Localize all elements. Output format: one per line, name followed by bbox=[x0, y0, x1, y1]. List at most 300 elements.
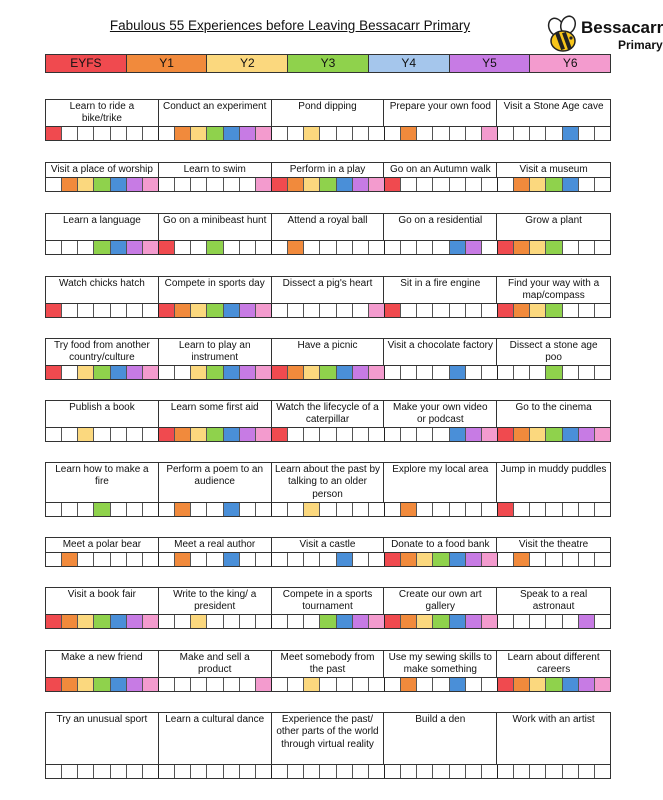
year-cell bbox=[207, 765, 223, 778]
year-cell bbox=[224, 366, 240, 379]
experience-name: Dissect a stone age poo bbox=[509, 340, 598, 364]
page-title: Fabulous 55 Experiences before Leaving Bessacarr Primary bbox=[109, 18, 471, 33]
experience-name: Build a den bbox=[384, 713, 497, 764]
year-cell bbox=[127, 366, 143, 379]
year-cell bbox=[224, 178, 240, 191]
year-cell bbox=[94, 366, 110, 379]
year-cell bbox=[563, 678, 579, 691]
legend-y2: Y2 bbox=[207, 55, 288, 72]
year-cell bbox=[546, 304, 562, 317]
bee-icon bbox=[545, 15, 581, 55]
year-cell bbox=[579, 553, 595, 566]
year-cell bbox=[546, 678, 562, 691]
year-cell bbox=[240, 178, 256, 191]
year-cell bbox=[127, 765, 143, 778]
year-cell bbox=[256, 304, 272, 317]
year-cell bbox=[224, 428, 240, 441]
year-cell bbox=[207, 503, 223, 516]
year-cell bbox=[563, 765, 579, 778]
experience-name: Dissect a pig's heart bbox=[272, 277, 385, 303]
year-cell bbox=[143, 366, 159, 379]
year-cell bbox=[256, 366, 272, 379]
year-cell bbox=[159, 678, 175, 691]
year-cell bbox=[433, 428, 449, 441]
year-cell bbox=[224, 678, 240, 691]
year-cell bbox=[466, 304, 482, 317]
year-cell bbox=[595, 678, 610, 691]
year-cell bbox=[175, 765, 191, 778]
year-cell bbox=[207, 178, 223, 191]
year-cell bbox=[111, 503, 127, 516]
experience-name: Watch chicks hatch bbox=[46, 277, 159, 303]
year-cell bbox=[46, 503, 62, 516]
legend-y4: Y4 bbox=[369, 55, 450, 72]
year-cell bbox=[595, 428, 610, 441]
year-cell bbox=[546, 366, 562, 379]
year-cell bbox=[175, 553, 191, 566]
experience-name: Sit in a fire engine bbox=[384, 277, 497, 303]
year-cell bbox=[563, 503, 579, 516]
year-cell bbox=[207, 127, 223, 140]
year-cell bbox=[579, 241, 595, 254]
year-cell bbox=[272, 304, 288, 317]
legend-y5: Y5 bbox=[450, 55, 531, 72]
experience-name: Learn to ride a bike/trike bbox=[46, 100, 159, 126]
year-cell bbox=[579, 304, 595, 317]
year-cell bbox=[482, 765, 498, 778]
year-cell bbox=[62, 304, 78, 317]
year-cell bbox=[62, 127, 78, 140]
experience-name: Learn a cultural dance bbox=[159, 713, 272, 764]
year-cell bbox=[143, 127, 159, 140]
year-cell bbox=[256, 678, 272, 691]
experience-name: Learn a language bbox=[46, 214, 159, 240]
year-cell bbox=[353, 428, 369, 441]
year-cell bbox=[417, 241, 433, 254]
year-cell bbox=[143, 615, 159, 628]
year-cell bbox=[401, 503, 417, 516]
year-cell bbox=[353, 765, 369, 778]
year-cell bbox=[546, 127, 562, 140]
year-cell bbox=[337, 615, 353, 628]
year-cell bbox=[78, 304, 94, 317]
year-cell bbox=[514, 304, 530, 317]
year-cell bbox=[579, 127, 595, 140]
year-cell bbox=[530, 178, 546, 191]
experience-name: Explore my local area bbox=[384, 463, 497, 502]
year-cell bbox=[401, 615, 417, 628]
year-cell bbox=[369, 366, 385, 379]
year-cell bbox=[353, 678, 369, 691]
experience-name: Conduct an experiment bbox=[159, 100, 272, 126]
year-cell bbox=[514, 615, 530, 628]
year-cell bbox=[450, 553, 466, 566]
year-cell bbox=[288, 553, 304, 566]
year-cell bbox=[353, 553, 369, 566]
year-cell bbox=[191, 127, 207, 140]
year-cell bbox=[498, 428, 514, 441]
experience-row bbox=[45, 587, 611, 629]
year-cell bbox=[256, 127, 272, 140]
year-cell bbox=[46, 615, 62, 628]
year-cell bbox=[530, 304, 546, 317]
year-cell bbox=[417, 615, 433, 628]
year-cell bbox=[191, 553, 207, 566]
year-cell bbox=[401, 553, 417, 566]
year-cell bbox=[595, 127, 610, 140]
experience-name: Pond dipping bbox=[272, 100, 385, 126]
experience-name: Write to the king/ a president bbox=[159, 588, 272, 614]
year-cell bbox=[466, 366, 482, 379]
logo-name: Bessacarr bbox=[581, 18, 663, 37]
year-cell bbox=[191, 428, 207, 441]
year-cell bbox=[272, 765, 288, 778]
year-cell bbox=[191, 366, 207, 379]
experience-row bbox=[45, 537, 611, 567]
year-cell bbox=[433, 178, 449, 191]
experience-name: Grow a plant bbox=[525, 215, 582, 226]
year-cell bbox=[78, 615, 94, 628]
year-cell bbox=[240, 366, 256, 379]
year-cell bbox=[353, 366, 369, 379]
year-cell bbox=[320, 127, 336, 140]
year-cell bbox=[482, 304, 498, 317]
year-cell bbox=[272, 428, 288, 441]
year-cell bbox=[369, 765, 385, 778]
year-cell bbox=[482, 678, 498, 691]
year-cell bbox=[240, 553, 256, 566]
year-cell bbox=[337, 428, 353, 441]
year-cell bbox=[498, 241, 514, 254]
year-cell bbox=[240, 503, 256, 516]
year-cell bbox=[353, 178, 369, 191]
year-cell bbox=[320, 503, 336, 516]
year-cell bbox=[450, 366, 466, 379]
experience-name: Learn to swim bbox=[159, 163, 272, 177]
experience-name: Prepare your own food bbox=[384, 100, 497, 126]
year-cell bbox=[433, 553, 449, 566]
year-cell bbox=[530, 241, 546, 254]
year-cell bbox=[401, 366, 417, 379]
year-cell bbox=[288, 127, 304, 140]
year-cell bbox=[304, 428, 320, 441]
year-cell bbox=[466, 127, 482, 140]
year-cell bbox=[546, 178, 562, 191]
year-cell bbox=[272, 553, 288, 566]
year-cell bbox=[94, 503, 110, 516]
year-cell bbox=[369, 428, 385, 441]
year-cell bbox=[563, 127, 579, 140]
experience-name: Visit a book fair bbox=[46, 588, 159, 614]
year-cell bbox=[337, 304, 353, 317]
experience-name: Meet a polar bear bbox=[46, 538, 159, 552]
year-cell bbox=[369, 304, 385, 317]
experience-name: Go on a residential bbox=[384, 214, 497, 240]
year-cell bbox=[433, 615, 449, 628]
year-cell bbox=[337, 765, 353, 778]
experience-name: Watch the lifecycle of a caterpillar bbox=[272, 401, 385, 427]
year-cell bbox=[595, 178, 610, 191]
experience-name: Speak to a real astronaut bbox=[519, 589, 588, 613]
year-cell bbox=[466, 765, 482, 778]
experience-name: Learn about different careers bbox=[507, 652, 600, 676]
school-logo bbox=[545, 15, 663, 55]
year-cell bbox=[563, 553, 579, 566]
year-cell bbox=[46, 241, 62, 254]
year-cell bbox=[240, 678, 256, 691]
year-cell bbox=[175, 127, 191, 140]
year-cell bbox=[450, 178, 466, 191]
year-cell bbox=[546, 503, 562, 516]
year-cell bbox=[272, 241, 288, 254]
year-cell bbox=[595, 765, 610, 778]
year-cell bbox=[433, 304, 449, 317]
year-cell bbox=[530, 366, 546, 379]
year-cell bbox=[417, 678, 433, 691]
year-cell bbox=[353, 615, 369, 628]
year-cell bbox=[417, 366, 433, 379]
year-cell bbox=[385, 428, 401, 441]
year-cell bbox=[466, 503, 482, 516]
year-cell bbox=[530, 615, 546, 628]
year-cell bbox=[127, 428, 143, 441]
year-cell bbox=[385, 678, 401, 691]
year-cell bbox=[175, 615, 191, 628]
experience-row bbox=[45, 338, 611, 380]
year-cell bbox=[143, 503, 159, 516]
year-cell bbox=[94, 178, 110, 191]
year-cell bbox=[466, 178, 482, 191]
year-cell bbox=[304, 241, 320, 254]
year-cell bbox=[579, 366, 595, 379]
year-cell bbox=[482, 428, 498, 441]
year-cell bbox=[466, 553, 482, 566]
year-cell bbox=[143, 304, 159, 317]
year-cell bbox=[191, 241, 207, 254]
year-cell bbox=[78, 678, 94, 691]
year-cell bbox=[579, 678, 595, 691]
year-cell bbox=[417, 178, 433, 191]
year-cell bbox=[111, 765, 127, 778]
year-cell bbox=[272, 615, 288, 628]
legend-y6: Y6 bbox=[530, 55, 610, 72]
year-cell bbox=[595, 304, 610, 317]
year-cell bbox=[143, 553, 159, 566]
year-cell bbox=[304, 366, 320, 379]
year-cell bbox=[288, 428, 304, 441]
year-cell bbox=[595, 366, 610, 379]
year-cell bbox=[62, 503, 78, 516]
year-cell bbox=[401, 241, 417, 254]
year-cell bbox=[498, 765, 514, 778]
year-cell bbox=[514, 241, 530, 254]
year-cell bbox=[288, 503, 304, 516]
year-cell bbox=[514, 678, 530, 691]
year-cell bbox=[207, 366, 223, 379]
experience-name: Publish a book bbox=[46, 401, 159, 427]
year-cell bbox=[240, 304, 256, 317]
year-cell bbox=[127, 241, 143, 254]
year-cell bbox=[498, 553, 514, 566]
experience-name: Meet somebody from the past bbox=[272, 651, 385, 677]
experience-name: Perform a poem to an audience bbox=[159, 463, 272, 502]
year-cell bbox=[337, 241, 353, 254]
experience-name: Make and sell a product bbox=[159, 651, 272, 677]
year-cell bbox=[304, 615, 320, 628]
year-cell bbox=[94, 304, 110, 317]
year-cell bbox=[482, 127, 498, 140]
year-cell bbox=[143, 178, 159, 191]
year-cell bbox=[175, 304, 191, 317]
year-cell bbox=[498, 178, 514, 191]
year-cell bbox=[207, 428, 223, 441]
year-cell bbox=[595, 615, 610, 628]
year-cell bbox=[498, 503, 514, 516]
year-cell bbox=[563, 615, 579, 628]
year-cell bbox=[466, 428, 482, 441]
year-cell bbox=[417, 765, 433, 778]
logo-subtitle: Primary bbox=[618, 38, 663, 52]
year-cell bbox=[401, 178, 417, 191]
year-cell bbox=[433, 503, 449, 516]
year-cell bbox=[62, 241, 78, 254]
year-cell bbox=[159, 615, 175, 628]
year-cell bbox=[159, 304, 175, 317]
year-cell bbox=[304, 765, 320, 778]
year-cell bbox=[159, 127, 175, 140]
year-cell bbox=[320, 428, 336, 441]
year-cell bbox=[143, 678, 159, 691]
year-cell bbox=[450, 127, 466, 140]
year-cell bbox=[94, 765, 110, 778]
year-cell bbox=[256, 241, 272, 254]
year-cell bbox=[94, 428, 110, 441]
year-cell bbox=[320, 765, 336, 778]
year-cell bbox=[433, 366, 449, 379]
year-cell bbox=[288, 304, 304, 317]
year-cell bbox=[385, 366, 401, 379]
year-cell bbox=[320, 366, 336, 379]
year-cell bbox=[46, 366, 62, 379]
year-cell bbox=[482, 178, 498, 191]
year-cell bbox=[563, 428, 579, 441]
year-cell bbox=[240, 241, 256, 254]
experience-row bbox=[45, 99, 611, 141]
year-cell bbox=[78, 765, 94, 778]
year-cell bbox=[46, 678, 62, 691]
experience-row bbox=[45, 400, 611, 442]
experience-name: Compete in sports day bbox=[159, 277, 272, 303]
year-cell bbox=[94, 615, 110, 628]
year-cell bbox=[62, 178, 78, 191]
experience-name: Jump in muddy puddles bbox=[500, 464, 607, 475]
year-cell bbox=[175, 428, 191, 441]
year-cell bbox=[207, 615, 223, 628]
year-cell bbox=[546, 241, 562, 254]
year-cell bbox=[111, 678, 127, 691]
year-cell bbox=[224, 553, 240, 566]
year-cell bbox=[546, 615, 562, 628]
year-cell bbox=[46, 765, 62, 778]
year-cell bbox=[563, 304, 579, 317]
experience-name: Use my sewing skills to make something bbox=[384, 651, 497, 677]
year-cell bbox=[143, 428, 159, 441]
year-cell bbox=[417, 503, 433, 516]
year-cell bbox=[256, 615, 272, 628]
year-cell bbox=[320, 178, 336, 191]
year-cell bbox=[111, 241, 127, 254]
year-cell bbox=[288, 178, 304, 191]
year-cell bbox=[546, 428, 562, 441]
year-cell bbox=[224, 127, 240, 140]
experience-name: Visit a castle bbox=[272, 538, 385, 552]
year-cell bbox=[288, 241, 304, 254]
year-cell bbox=[304, 678, 320, 691]
year-cell bbox=[579, 178, 595, 191]
year-cell bbox=[127, 615, 143, 628]
year-cell bbox=[385, 553, 401, 566]
experience-name: Donate to a food bank bbox=[384, 538, 497, 552]
year-cell bbox=[353, 503, 369, 516]
year-cell bbox=[417, 304, 433, 317]
year-cell bbox=[498, 304, 514, 317]
year-cell bbox=[514, 178, 530, 191]
year-cell bbox=[337, 553, 353, 566]
year-cell bbox=[385, 765, 401, 778]
year-cell bbox=[320, 304, 336, 317]
year-cell bbox=[143, 765, 159, 778]
year-cell bbox=[94, 553, 110, 566]
experience-name: Try food from another country/culture bbox=[46, 339, 159, 365]
year-cell bbox=[175, 178, 191, 191]
experience-name: Make your own video or podcast bbox=[384, 401, 497, 427]
year-cell bbox=[450, 428, 466, 441]
year-cell bbox=[514, 553, 530, 566]
year-cell bbox=[62, 765, 78, 778]
year-cell bbox=[482, 615, 498, 628]
year-cell bbox=[482, 366, 498, 379]
year-cell bbox=[579, 428, 595, 441]
year-cell bbox=[385, 304, 401, 317]
year-cell bbox=[385, 615, 401, 628]
year-cell bbox=[191, 178, 207, 191]
year-cell bbox=[224, 304, 240, 317]
year-cell bbox=[320, 678, 336, 691]
year-cell bbox=[304, 503, 320, 516]
year-cell bbox=[369, 127, 385, 140]
year-cell bbox=[288, 678, 304, 691]
year-cell bbox=[401, 428, 417, 441]
year-cell bbox=[159, 366, 175, 379]
year-cell bbox=[46, 304, 62, 317]
year-cell bbox=[256, 503, 272, 516]
year-cell bbox=[579, 503, 595, 516]
year-cell bbox=[111, 304, 127, 317]
experience-name: Experience the past/ other parts of the world through virtual reality bbox=[272, 713, 385, 764]
year-cell bbox=[530, 503, 546, 516]
year-cell bbox=[159, 178, 175, 191]
year-cell bbox=[46, 428, 62, 441]
experience-name: Try an unusual sport bbox=[46, 713, 159, 764]
year-cell bbox=[78, 241, 94, 254]
year-cell bbox=[353, 127, 369, 140]
year-cell bbox=[595, 241, 610, 254]
year-cell bbox=[62, 678, 78, 691]
year-cell bbox=[417, 428, 433, 441]
year-cell bbox=[240, 615, 256, 628]
experience-name: Learn how to make a fire bbox=[46, 463, 159, 502]
experience-row bbox=[45, 712, 611, 779]
